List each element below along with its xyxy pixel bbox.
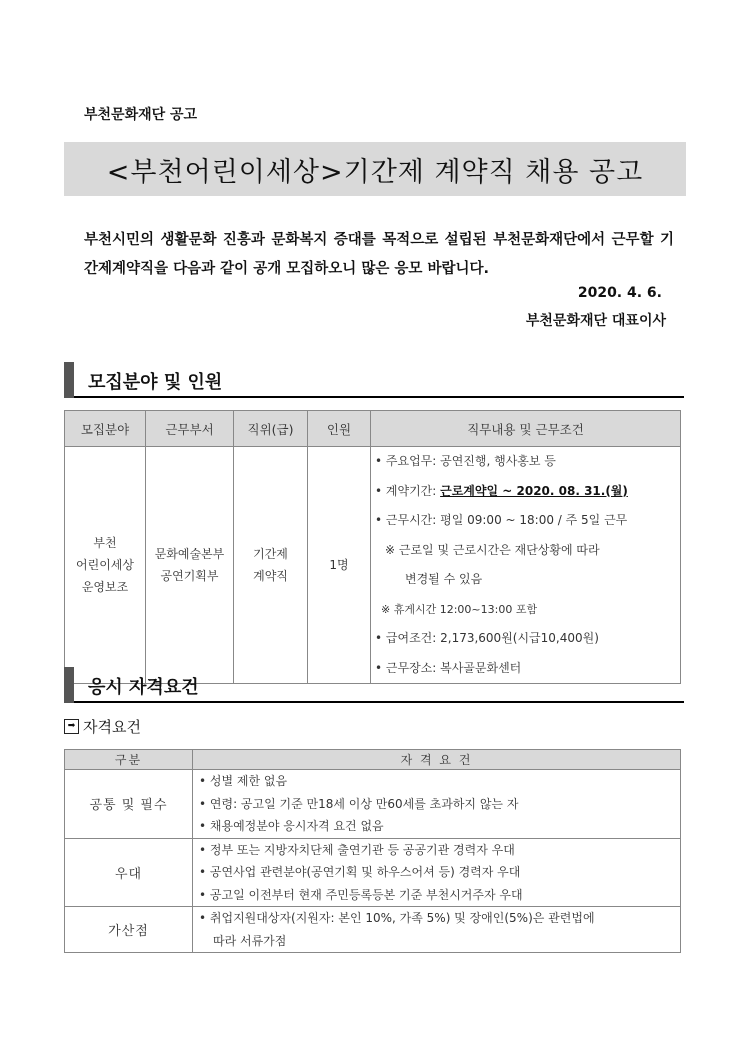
- section-heading-recruitment: [64, 362, 684, 398]
- requirement-item: • 공연사업 관련분야(공연기획 및 하우스어셔 등) 경력자 우대: [199, 865, 521, 879]
- col-header: 직무내용 및 근무조건: [371, 411, 681, 447]
- section-heading-qualifications: [64, 667, 684, 703]
- arrow-right-icon: ➡: [64, 719, 79, 734]
- signer: 부천문화재단 대표이사: [525, 313, 666, 329]
- duty-location: • 근무장소: 복사골문화센터: [375, 660, 522, 675]
- requirement-item: • 취업지원대상자(지원자: 본인 10%, 가족 5%) 및 장애인(5%)은 관련법에: [199, 911, 595, 925]
- dept-line: 문화예술본부: [154, 547, 225, 561]
- duties-cell: [371, 447, 681, 684]
- section-title: 응시 자격요건: [88, 677, 199, 698]
- category-cell: 공통 및 필수: [65, 770, 193, 839]
- col-header: 근무부서: [146, 411, 234, 447]
- field-line: 부천: [93, 536, 117, 550]
- field-line: 운영보조: [81, 580, 129, 594]
- intro-paragraph: 부천시민의 생활문화 진흥과 문화복지 증대를 목적으로 설립된 부천문화재단에서 근무할 기간제계약직을 다음과 같이 공개 모집하오니 많은 응모 바랍니다.: [84, 232, 674, 277]
- requirements-cell: [193, 907, 681, 953]
- requirements-cell: [193, 838, 681, 907]
- position-line: 계약직: [253, 569, 288, 583]
- page-title-text: <부천어린이세상>기간제 계약직 채용 공고: [106, 156, 644, 188]
- duty-contract: [375, 477, 676, 507]
- requirement-item: • 연령: 공고일 기준 만18세 이상 만60세를 초과하지 않는 자: [199, 796, 519, 811]
- table-header-row: [65, 411, 681, 447]
- field-line: 어린이세상: [76, 558, 134, 572]
- requirement-item: • 성별 제한 없음: [199, 774, 288, 788]
- duty-main-work: • 주요업무: 공연진행, 행사홍보 등: [375, 454, 556, 468]
- field-cell: [65, 447, 146, 684]
- page-title: [64, 142, 686, 196]
- col-header: 자 격 요 건: [193, 750, 681, 770]
- duty-note-cont: 변경될 수 있음: [405, 572, 483, 586]
- col-header: 구분: [65, 750, 193, 770]
- requirement-item: 따라 서류가점: [213, 933, 287, 948]
- position-cell: [234, 447, 308, 684]
- requirements-cell: [193, 770, 681, 839]
- duty-contract-prefix: • 계약기간:: [375, 483, 441, 498]
- category-cell: 우대: [65, 838, 193, 907]
- duty-break-time: ※ 휴게시간 12:00~13:00 포함: [381, 602, 538, 616]
- section-bar: [64, 362, 74, 398]
- count-cell: 1명: [308, 447, 371, 684]
- subheading-text: 자격요건: [83, 718, 141, 736]
- duty-work-hours: • 근무시간: 평일 09:00 ~ 18:00 / 주 5일 근무: [375, 513, 628, 527]
- announcement-date: 2020. 4. 6.: [577, 285, 662, 301]
- col-header: 모집분야: [65, 411, 146, 447]
- col-header: 인원: [308, 411, 371, 447]
- position-line: 기간제: [253, 547, 288, 561]
- table-row: [65, 770, 681, 839]
- qualification-subheading: [64, 716, 141, 737]
- duty-note: ※ 근로일 및 근로시간은 재단상황에 따라: [385, 542, 600, 557]
- section-title: 모집분야 및 인원: [88, 372, 223, 393]
- org-label: 부천문화재단 공고: [84, 107, 198, 123]
- table-row: [65, 838, 681, 907]
- col-header: 직위(급): [234, 411, 308, 447]
- qualification-table: [64, 749, 681, 953]
- section-bar: [64, 667, 74, 703]
- table-row: [65, 447, 681, 684]
- requirement-item: • 공고일 이전부터 현재 주민등록등본 기준 부천시거주자 우대: [199, 887, 523, 902]
- requirement-item: • 채용예정분야 응시자격 요건 없음: [199, 819, 384, 833]
- category-cell: 가산점: [65, 907, 193, 953]
- requirement-item: • 정부 또는 지방자치단체 출연기관 등 공공기관 경력자 우대: [199, 842, 515, 857]
- dept-cell: [146, 447, 234, 684]
- recruitment-table: [64, 410, 681, 684]
- table-header-row: [65, 750, 681, 770]
- dept-line: 공연기획부: [160, 569, 219, 583]
- duty-salary: • 급여조건: 2,173,600원(시급10,400원): [375, 631, 599, 645]
- duty-contract-period: 근로계약일 ~ 2020. 08. 31.(월): [440, 483, 628, 498]
- table-row: [65, 907, 681, 953]
